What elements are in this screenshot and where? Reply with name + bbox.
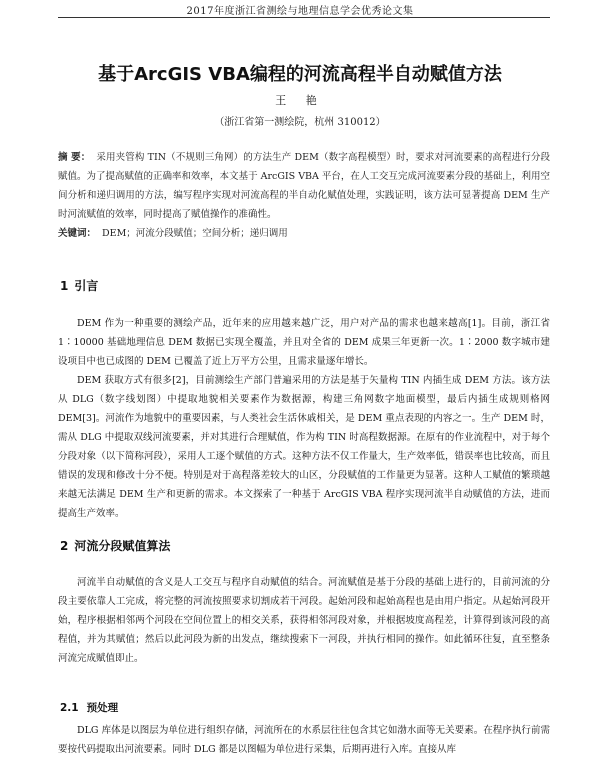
author: 王 艳 [275, 94, 325, 107]
paragraph: DEM 作为一种重要的测绘产品，近年来的应用越来越广泛，用户对产品的需求也越来越高[1]。目前，浙江省 1∶10000 基础地理信息 DEM 数据已实现全覆盖，并且对全省的 DEM 成果三年更新一次。1∶2000 数字城市建设项目中也已成图的 DEM 已覆盖了近上万平方公里，且需求量逐年增长。 [58, 318, 550, 367]
paragraph: DLG 库体是以图层为单位进行组织存储，河流所在的水系层往往包含其它如渤水面等无关要素。在程序执行前需要按代码提取出河流要素。同时 DLG 都是以图幅为单位进行采集，后期再进行入库。直接从库 [58, 725, 550, 755]
section-title: 引言 [74, 279, 99, 293]
abstract [58, 148, 550, 224]
section-title: 河流分段赋值算法 [74, 539, 171, 553]
section-number: 2 [60, 539, 69, 553]
section-heading-algorithm [60, 537, 170, 554]
subsection-number: 2.1 [60, 702, 79, 714]
section-number: 1 [60, 279, 69, 293]
affiliation: （浙江省第一测绘院，杭州 310012） [214, 117, 386, 128]
header-rule [58, 17, 550, 18]
subsection-title: 预处理 [86, 702, 119, 714]
keywords-label: 关键词： [58, 228, 97, 239]
keywords-text: DEM；河流分段赋值；空间分析；递归调用 [102, 228, 288, 239]
running-header: 2017年度浙江省测绘与地理信息学会优秀论文集 [186, 6, 414, 17]
abstract-text: 采用夹管构 TIN（不规则三角网）的方法生产 DEM（数字高程模型）时，要求对河流要素的高程进行分段赋值。为了提高赋值的正确率和效率，本文基于 ArcGIS VBA 平台，在人工交互完成河流要素分段的基础上，利用空间分析和递归调用的方法，编写程序实现对河流高程的半自动化赋值处理，实践证明，该方法可显著提高 DEM 生产时河流赋值的效率，同时提高了赋值操作的准确性。 [58, 152, 550, 220]
abstract-label: 摘 要： [58, 152, 91, 163]
subsection-heading-preprocessing [60, 700, 118, 715]
paragraph: 河流半自动赋值的含义是人工交互与程序自动赋值的结合。河流赋值是基于分段的基础上进行的，目前河流的分段主要依靠人工完成，将完整的河流按照要求切割成若干河段。起始河段和起始高程也是由用户指定。从起始河段开始，程序根据相邻两个河段在空间位置上的相交关系，获得相邻河段对象，并根据坡度高程差，计算得到该河段的高程值，并为其赋值；然后以此河段为新的出发点，继续搜索下一河段，并执行相同的操作。如此循环往复，直至整条河流完成赋值即止。 [58, 577, 550, 664]
paragraph: DEM 获取方式有很多[2]，目前测绘生产部门普遍采用的方法是基于矢量构 TIN 内插生成 DEM 方法。该方法从 DLG（数字线划图）中提取地貌相关要素作为数据源，构建三角网数字地面模型，最后内插生成规则格网 DEM[3]。河流作为地貌中的重要因素，与人类社会生活休戚相关，是 DEM 重点表现的内容之一。生产 DEM 时，需从 DLG 中提取双线河流要素，并对其进行合理赋值，作为构 TIN 时高程数据源。在原有的作业流程中，对于每个分段对象（以下简称河段），采用人工逐个赋值的方式。这种方法不仅工作量大，生产效率低，错误率也比较高，而且错误的发现和修改十分不便。特别是对于高程落差较大的山区，分段赋值的工作量更为显著。这种人工赋值的繁琐越来越无法满足 DEM 生产和更新的需求。本文探索了一种基于 ArcGIS VBA 程序实现河流半自动赋值的方法，进而提高生产效率。 [58, 375, 550, 519]
section-heading-introduction [60, 277, 98, 294]
keywords [58, 225, 550, 243]
paper-title: 基于ArcGIS VBA编程的河流高程半自动赋值方法 [98, 64, 502, 85]
